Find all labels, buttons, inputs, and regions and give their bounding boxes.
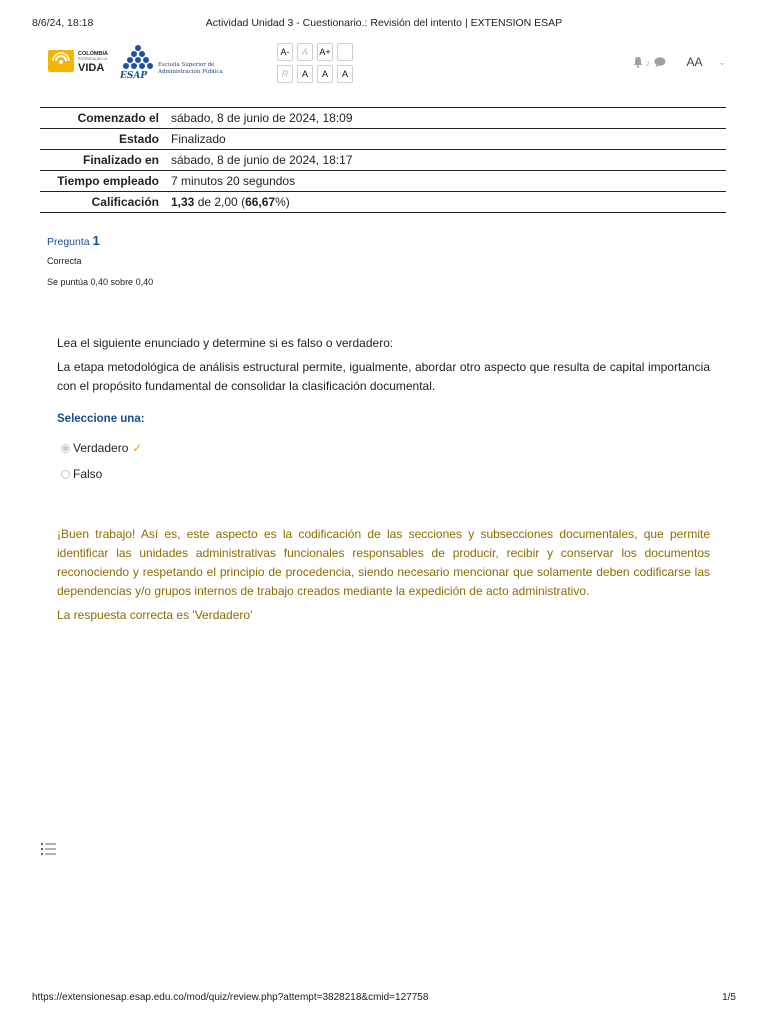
radio-unselected-icon[interactable] <box>61 470 70 479</box>
question-label: Pregunta <box>47 236 90 248</box>
nav-right <box>632 52 728 72</box>
summary-value: 7 minutos 20 segundos <box>165 171 726 192</box>
grade-percent: 66,67 <box>245 195 276 209</box>
grade-score: 1,33 <box>171 195 195 209</box>
contrast-option-3-button[interactable]: A <box>337 65 353 83</box>
chat-icon[interactable] <box>654 56 666 68</box>
summary-label: Calificación <box>40 192 165 213</box>
answer-prompt: Seleccione una: <box>57 413 145 425</box>
print-date: 8/6/24, 18:18 <box>32 17 94 29</box>
list-icon[interactable] <box>41 842 57 856</box>
summary-value: sábado, 8 de junio de 2024, 18:17 <box>165 150 726 171</box>
summary-row <box>40 150 726 171</box>
general-feedback: ¡Buen trabajo! Así es, este aspecto es la codificación de las secciones y subsecciones documentales, que permite identificar las unidades administrativas funcionales responsables de producir, recibir y conservar los documentos reconociendo y respetando el principio de procedencia, siendo necesario mencionar que solamente deben codificarse las dependencias y/o grupos internos de trabajo creados mediante la expedición de acto administrativo. <box>57 527 710 598</box>
answer-option-label: Falso <box>73 467 103 481</box>
font-tools-row-2 <box>277 65 353 83</box>
question-number <box>47 233 153 248</box>
summary-row <box>40 108 726 129</box>
font-tools-row-1 <box>277 43 353 61</box>
contrast-option-1-button[interactable]: A <box>297 65 313 83</box>
question-info <box>47 233 153 287</box>
logo-colombia-line3: VIDA <box>78 62 105 74</box>
esap-caption-line2: Administración Pública <box>158 69 223 75</box>
navbar <box>40 40 728 90</box>
question-grade: Se puntúa 0,40 sobre 0,40 <box>47 277 154 287</box>
right-answer: La respuesta correcta es 'Verdadero' <box>57 608 253 622</box>
font-decrease-button[interactable]: A- <box>277 43 293 61</box>
summary-grade-value <box>165 192 726 213</box>
summary-row <box>40 171 726 192</box>
check-icon: ✓ <box>132 441 143 455</box>
font-readable-button[interactable]: R <box>277 65 293 83</box>
esap-acronym: ESAP <box>120 71 148 80</box>
summary-label: Estado <box>40 129 165 150</box>
print-footer <box>32 992 736 1006</box>
grade-mid: de 2,00 ( <box>194 195 246 209</box>
user-menu-initials[interactable]: AA <box>686 55 703 69</box>
esap-logo[interactable] <box>118 44 236 80</box>
attempt-summary-table <box>40 107 726 213</box>
summary-row-grade <box>40 192 726 213</box>
question-statement: La etapa metodológica de análisis estructural permite, igualmente, abordar otro aspecto que resulta de capital importancia con el propósito fundamental de consolidar la clasificación documental. <box>57 360 710 393</box>
answer-option-verdadero[interactable] <box>61 441 142 455</box>
print-title: Actividad Unidad 3 - Cuestionario.: Revisión del intento | EXTENSION ESAP <box>205 17 563 29</box>
grade-end: %) <box>275 195 290 209</box>
font-tool-blank-button[interactable] <box>337 43 353 61</box>
esap-caption <box>158 62 223 76</box>
logo-colombia-line1: COLOMBIA <box>78 51 108 57</box>
colombia-logo-mark <box>48 46 114 76</box>
summary-row <box>40 129 726 150</box>
question-intro: Lea el siguiente enunciado y determine si es falso o verdadero: <box>57 336 394 350</box>
summary-value: Finalizado <box>165 129 726 150</box>
answer-option-label: Verdadero <box>73 441 129 455</box>
print-url: https://extensionesap.esap.edu.co/mod/quiz/review.php?attempt=3828218&cmid=127758 <box>32 992 429 1003</box>
contrast-option-2-button[interactable]: A <box>317 65 333 83</box>
summary-label: Finalizado en <box>40 150 165 171</box>
esap-caption-line1: Escuela Superior de <box>158 62 215 68</box>
question-state: Correcta <box>47 256 82 266</box>
font-reset-button[interactable]: A <box>297 43 313 61</box>
question-number-value: 1 <box>92 233 100 248</box>
print-page-number: 1/5 <box>722 992 736 1003</box>
chevron-down-icon[interactable]: ⌄ <box>718 56 726 67</box>
font-size-tools <box>277 43 353 87</box>
bell-icon[interactable] <box>632 56 644 68</box>
radio-selected-icon[interactable] <box>61 444 70 453</box>
summary-value: sábado, 8 de junio de 2024, 18:09 <box>165 108 726 129</box>
notification-count: 2 <box>646 62 650 68</box>
colombia-logo[interactable] <box>48 46 114 76</box>
summary-label: Tiempo empleado <box>40 171 165 192</box>
question-text <box>57 334 710 401</box>
font-increase-button[interactable]: A+ <box>317 43 333 61</box>
esap-logo-mark <box>118 44 158 80</box>
logo-colombia-line2: POTENCIA DE LA <box>78 57 107 61</box>
answer-option-falso[interactable] <box>61 467 102 481</box>
print-header <box>32 17 736 31</box>
summary-label: Comenzado el <box>40 108 165 129</box>
